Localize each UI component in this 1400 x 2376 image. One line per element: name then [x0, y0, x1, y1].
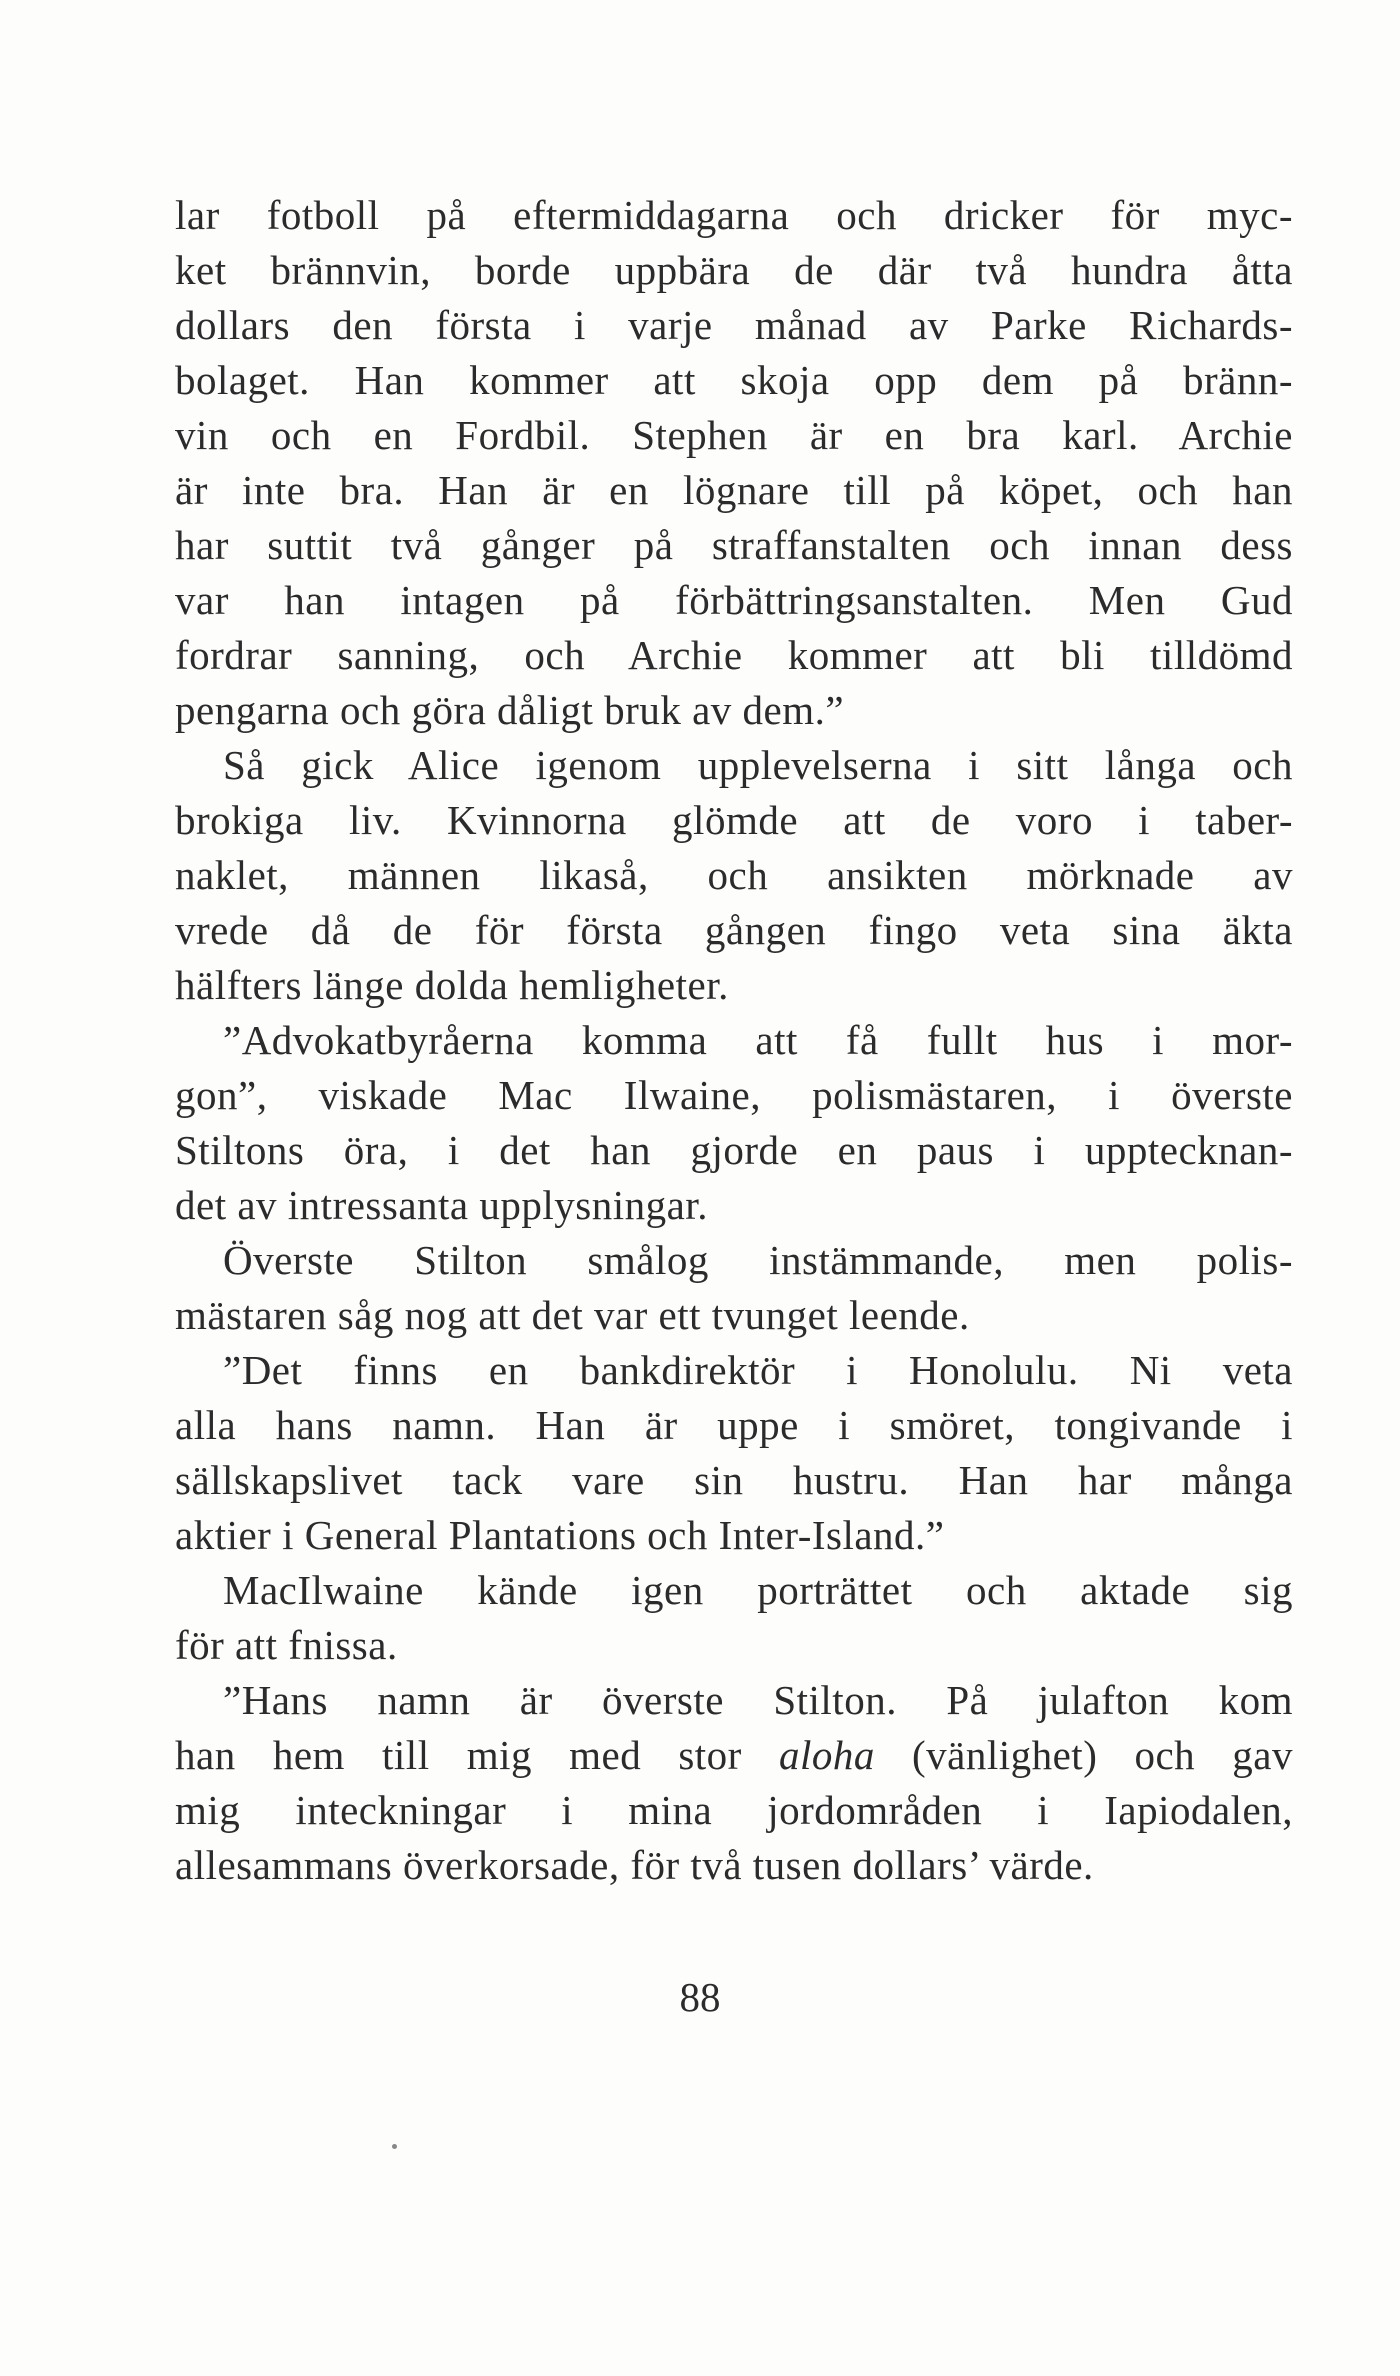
text-line: mästaren såg nog att det var ett tvunget leende.: [175, 1292, 970, 1338]
text-line: pengarna och göra dåligt bruk av dem.”: [175, 687, 845, 733]
text-line: vrede då de för första gången fingo veta sina äkta: [175, 907, 1293, 953]
text-line: ”Hans namn är överste Stilton. På julafton kom: [223, 1677, 1293, 1723]
text-line: Så gick Alice igenom upplevelserna i sitt långa och: [223, 742, 1293, 788]
text-line: ”Advokatbyråerna komma att få fullt hus i mor-: [223, 1017, 1293, 1063]
text-line: Stiltons öra, i det han gjorde en paus i upptecknan-: [175, 1127, 1293, 1173]
text-line: mig inteckningar i mina jordområden i Iapiodalen,: [175, 1787, 1293, 1833]
text-segment: (vänlighet) och gav: [874, 1732, 1293, 1778]
text-line: ket brännvin, borde uppbära de där två hundra åtta: [175, 247, 1293, 293]
text-line: Överste Stilton smålog instämmande, men polis-: [223, 1237, 1293, 1283]
text-line: vin och en Fordbil. Stephen är en bra karl. Archie: [175, 412, 1293, 458]
text-line: naklet, männen likaså, och ansikten mörknade av: [175, 852, 1293, 898]
text-line: MacIlwaine kände igen porträttet och aktade sig: [223, 1567, 1293, 1613]
print-speck: [392, 2144, 397, 2149]
text-line: är inte bra. Han är en lögnare till på köpet, och han: [175, 467, 1293, 513]
italic-word: aloha: [778, 1732, 875, 1778]
body-text: [175, 188, 1293, 1893]
text-line: ”Det finns en bankdirektör i Honolulu. Ni veta: [223, 1347, 1293, 1393]
text-line: sällskapslivet tack vare sin hustru. Han har många: [175, 1457, 1293, 1503]
text-line: bolaget. Han kommer att skoja opp dem på bränn-: [175, 357, 1293, 403]
text-line: gon”, viskade Mac Ilwaine, polismästaren, i överste: [175, 1072, 1293, 1118]
text-line: hälfters länge dolda hemligheter.: [175, 962, 729, 1008]
text-line: alla hans namn. Han är uppe i smöret, tongivande i: [175, 1402, 1293, 1448]
text-line: har suttit två gånger på straffanstalten och innan dess: [175, 522, 1293, 568]
text-line: dollars den första i varje månad av Parke Richards-: [175, 302, 1293, 348]
text-line: fordrar sanning, och Archie kommer att bli tilldömd: [175, 632, 1293, 678]
text-line: det av intressanta upplysningar.: [175, 1182, 708, 1228]
text-segment: han hem till mig med stor: [175, 1732, 779, 1778]
text-line: var han intagen på förbättringsanstalten. Men Gud: [175, 577, 1293, 623]
text-line: [175, 1728, 1293, 1783]
text-line: allesammans överkorsade, för två tusen dollars’ värde.: [175, 1842, 1094, 1888]
page-number: 88: [679, 1974, 721, 2020]
text-line: lar fotboll på eftermiddagarna och dricker för myc-: [175, 192, 1293, 238]
text-line: för att fnissa.: [175, 1622, 398, 1668]
text-line: aktier i General Plantations och Inter-Island.”: [175, 1512, 945, 1558]
text-line: brokiga liv. Kvinnorna glömde att de voro i taber-: [175, 797, 1293, 843]
